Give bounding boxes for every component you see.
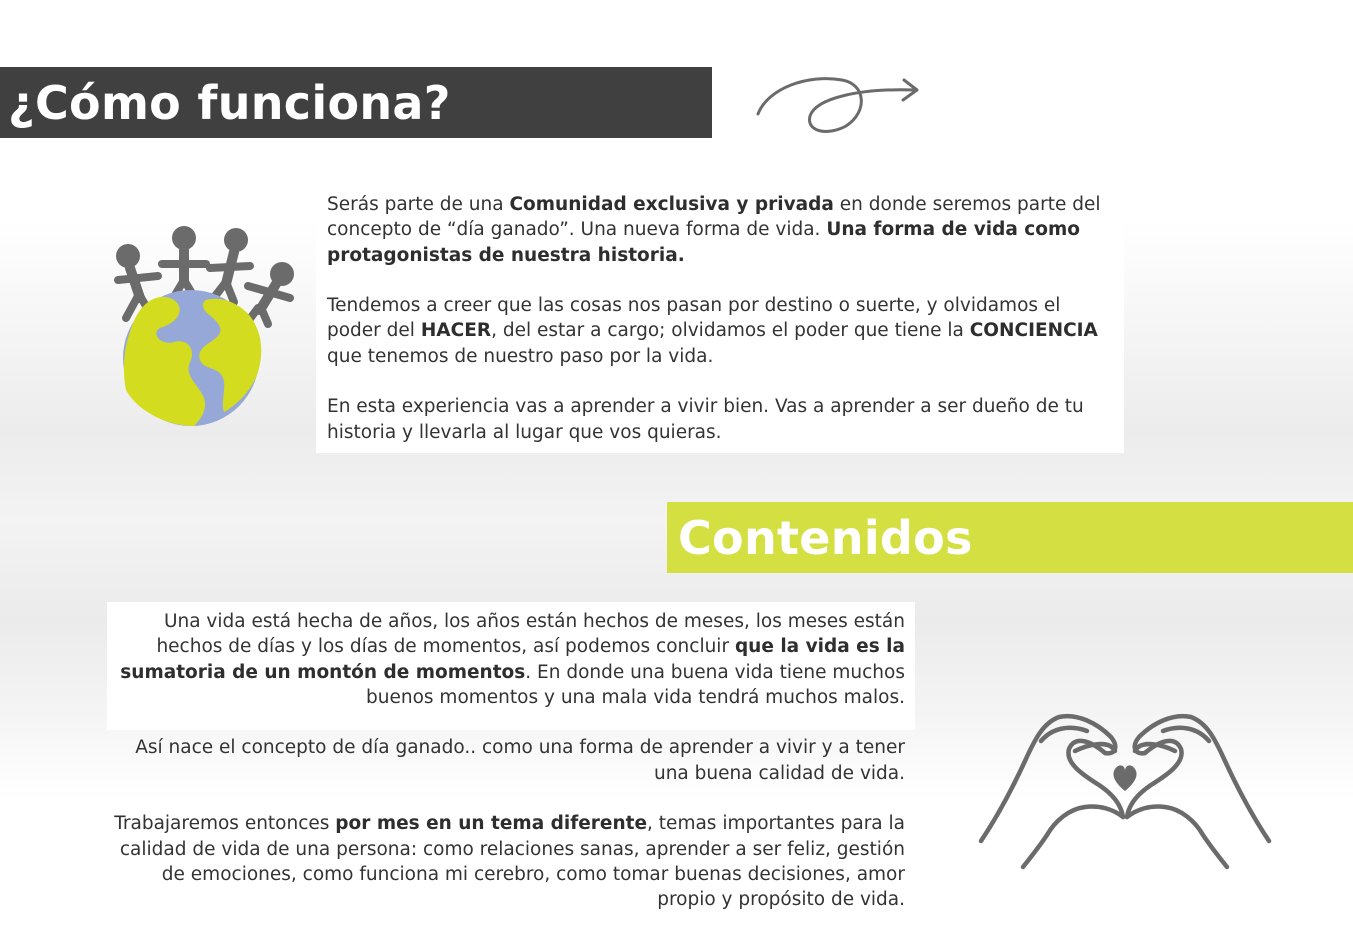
paragraph: Así nace el concepto de día ganado.. como una forma de aprender a vivir y a tener una buena calidad de vida. [135, 737, 905, 784]
paragraph [327, 293, 1116, 369]
paragraph [107, 609, 905, 710]
text-span: , temas importantes para la calidad de vida de una persona: como relaciones sanas, aprender a ser feliz, gestión de emociones, como funciona mi cerebro, como tomar buenas decisiones, amor propio y propósito de vida. [119, 813, 905, 911]
text-span: , del estar a cargo; olvidamos el poder que tiene la [491, 320, 970, 342]
text-span: Trabajaremos entonces [114, 813, 336, 835]
paragraph: En esta experiencia vas a aprender a vivir bien. Vas a aprender a ser dueño de tu historia y llevarla al lugar que vos quieras. [327, 396, 1084, 443]
bold-text: Una forma de vida como protagonistas de nuestra historia. [327, 219, 1080, 266]
bold-text: por mes en un tema diferente [335, 813, 648, 835]
text-span: Tendemos a creer que las cosas nos pasan por destino o suerte, y olvidamos el poder del [327, 295, 1061, 342]
como-funciona-banner [0, 67, 712, 138]
como-funciona-text [316, 192, 1124, 453]
section-title-contenidos: Contenidos [678, 510, 973, 565]
bold-text: Comunidad exclusiva y privada [509, 194, 834, 215]
heart-hands-icon [975, 705, 1275, 875]
bold-text: HACER [420, 320, 492, 342]
section-title-como-funciona: ¿Cómo funciona? [8, 75, 451, 130]
paragraph [107, 811, 905, 912]
paragraph [327, 192, 1116, 268]
curly-arrow-icon [750, 70, 930, 140]
text-span: . En donde una buena vida tiene muchos buenos momentos y una mala vida tendrá muchos malos. [366, 661, 905, 708]
text-span: Serás parte de una [327, 194, 510, 215]
globe-people-icon [108, 220, 298, 430]
text-span: que tenemos de nuestro paso por la vida. [327, 345, 714, 367]
text-span: Una vida está hecha de años, los años están hechos de meses, los meses están hechos de días y los días de momentos, así podemos concluir [156, 611, 905, 658]
contenidos-banner [667, 502, 1353, 573]
text-span: en donde seremos parte del concepto de “día ganado”. Una nueva forma de vida. [327, 194, 1101, 241]
bold-text: CONCIENCIA [969, 320, 1098, 342]
bold-text: que la vida es la sumatoria de un montón de momentos [120, 636, 905, 683]
heart-icon [1113, 765, 1136, 791]
contenidos-text [107, 609, 905, 913]
